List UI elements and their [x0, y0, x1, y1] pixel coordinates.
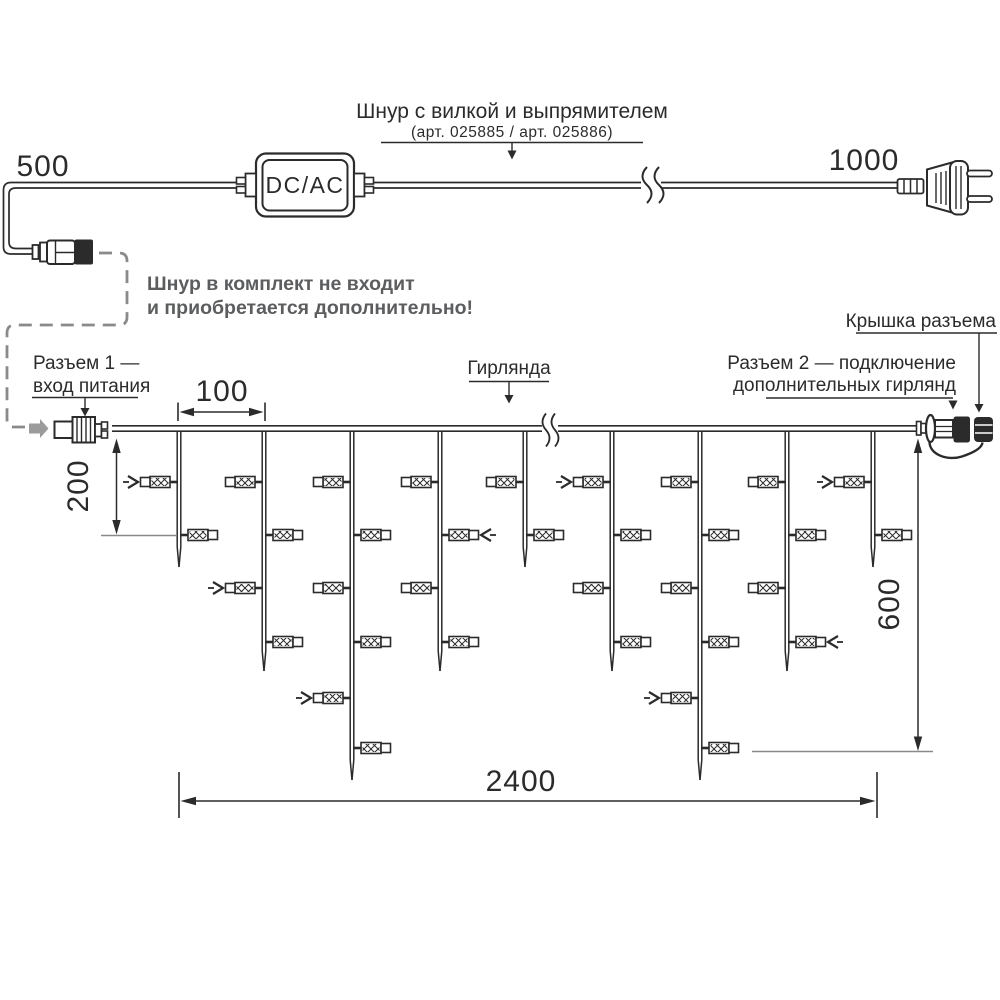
- cord-line: [4, 183, 237, 255]
- lamp-bulb-hatch: [846, 478, 863, 486]
- lamp-cap: [293, 531, 303, 540]
- flash-arrow-icon: [822, 476, 832, 488]
- dim-arrow-icon: [181, 797, 197, 806]
- flash-arrow-icon: [561, 476, 571, 488]
- lamp-cap: [574, 478, 584, 487]
- dim-arrow-icon: [112, 520, 120, 535]
- dim-arrow-icon: [914, 439, 922, 454]
- dim-2400-label: 2400: [485, 765, 557, 798]
- lamp-cap: [729, 744, 739, 753]
- garland-wire: [112, 414, 916, 447]
- lamp-bulb-hatch: [152, 478, 169, 486]
- note-line1: Шнур в комплект не входит: [147, 273, 415, 295]
- cord-title: Шнур с вилкой и выпрямителем: [356, 100, 668, 123]
- lamp-bulb-hatch: [451, 531, 468, 539]
- lamp-cap: [226, 478, 236, 487]
- lamp-bulb-hatch: [536, 531, 553, 539]
- lamp-cap: [749, 478, 759, 487]
- lamp-bulb-hatch: [711, 531, 728, 539]
- power-cord: [4, 100, 993, 265]
- connector-cap: [75, 240, 94, 265]
- icicle-tip: [700, 760, 702, 780]
- lamp-bulb-hatch: [363, 744, 380, 752]
- connector1-label-line1: Разъем 1 —: [33, 353, 140, 374]
- lamp-bulb-hatch: [275, 638, 292, 646]
- mains-plug: [898, 161, 993, 215]
- lamp-cap: [749, 584, 759, 593]
- icicle-tip: [873, 547, 875, 567]
- garland-label: Гирлянда: [467, 358, 551, 379]
- converter-right-port: [365, 187, 374, 194]
- connector2-label-line1: Разъем 2 — подключение: [727, 353, 956, 374]
- cord-output-connector: [33, 240, 94, 265]
- lamp-bulb-hatch: [237, 478, 254, 486]
- connector-cap: [974, 417, 993, 442]
- lamp-cap: [554, 531, 564, 540]
- connector-socket: [954, 417, 971, 443]
- lamp-bulb-hatch: [413, 478, 430, 486]
- lamp-cap: [487, 478, 497, 487]
- dc-ac-converter: [237, 154, 374, 217]
- connector-body: [55, 422, 73, 439]
- icicle-tip: [525, 547, 527, 567]
- lamp-cap: [208, 531, 218, 540]
- connector2-label-line2: дополнительных гирлянд: [732, 375, 956, 396]
- lamp-cap: [314, 478, 324, 487]
- connector-1-callout: [32, 353, 150, 417]
- dim-2400: [179, 765, 877, 818]
- lamp-cap: [469, 638, 479, 647]
- lamp-bulb-hatch: [760, 584, 777, 592]
- lamp-cap: [402, 584, 412, 593]
- icicle-tip: [264, 651, 266, 671]
- flash-arrow-icon: [828, 636, 838, 648]
- lamp-cap: [816, 638, 826, 647]
- flash-arrow-icon: [128, 476, 138, 488]
- converter-left-port: [237, 178, 246, 185]
- plug-face: [950, 161, 968, 215]
- lamp-bulb-hatch: [237, 584, 254, 592]
- lamp-bulb-hatch: [498, 478, 515, 486]
- break-symbol: [543, 414, 550, 447]
- lamp-bulb-hatch: [275, 531, 292, 539]
- dashed-connection-path: [7, 253, 127, 427]
- cord-subtitle: (арт. 025885 / арт. 025886): [411, 124, 613, 141]
- lamp-bulb-hatch: [413, 584, 430, 592]
- dim-arrow-icon: [180, 408, 195, 416]
- break-symbol: [655, 167, 664, 203]
- dim-arrow-icon: [112, 439, 120, 454]
- lamp-cap: [729, 638, 739, 647]
- connector-body: [935, 420, 953, 438]
- cap-leash: [929, 441, 982, 458]
- lamp-cap: [729, 531, 739, 540]
- converter-label: DC/AC: [265, 172, 345, 198]
- converter-right-port: [354, 174, 365, 197]
- dim-200-label: 200: [62, 459, 95, 513]
- lamp-bulb-hatch: [585, 584, 602, 592]
- dim-600-label: 600: [873, 577, 906, 631]
- flash-arrow-icon: [481, 529, 491, 541]
- lamp-bulb-hatch: [798, 638, 815, 646]
- lamp-cap: [662, 694, 672, 703]
- lamp-bulb-hatch: [760, 478, 777, 486]
- connector-pin: [102, 422, 108, 429]
- dim-arrow-icon: [860, 797, 876, 806]
- lamp-bulb-hatch: [673, 694, 690, 702]
- lamp-cap: [402, 478, 412, 487]
- plug-prong: [967, 196, 992, 202]
- icicle-drops: [123, 432, 912, 780]
- leader-arrow-icon: [505, 395, 514, 404]
- lamp-bulb-hatch: [585, 478, 602, 486]
- icicle-tip: [612, 651, 614, 671]
- connector-2-callout: [727, 353, 957, 410]
- lamp-cap: [293, 638, 303, 647]
- lamp-bulb-hatch: [623, 638, 640, 646]
- lamp-bulb-hatch: [451, 638, 468, 646]
- lamp-bulb-hatch: [325, 694, 342, 702]
- lamp-cap: [641, 638, 651, 647]
- lamp-cap: [226, 584, 236, 593]
- dim-100: [178, 375, 265, 421]
- lamp-bulb-hatch: [623, 531, 640, 539]
- lamp-cap: [835, 478, 845, 487]
- plug-prong: [967, 171, 992, 177]
- flash-arrow-icon: [301, 692, 311, 704]
- lamp-bulb-hatch: [363, 531, 380, 539]
- converter-left-port: [246, 174, 257, 197]
- icicle-tip: [787, 651, 789, 671]
- connector-pin: [102, 431, 108, 438]
- cord-line: [9, 188, 236, 249]
- lamp-bulb-hatch: [190, 531, 207, 539]
- lamp-cap: [816, 531, 826, 540]
- connector-pin: [33, 245, 39, 259]
- plug-body: [927, 163, 952, 213]
- lamp-cap: [381, 744, 391, 753]
- lamp-bulb-hatch: [798, 531, 815, 539]
- lamp-bulb-hatch: [711, 744, 728, 752]
- lamp-cap: [314, 584, 324, 593]
- lamp-bulb-hatch: [884, 531, 901, 539]
- connector-2: [917, 415, 994, 458]
- lamp-bulb-hatch: [673, 478, 690, 486]
- lamp-cap: [641, 531, 651, 540]
- dim-1000: 1000: [828, 144, 900, 177]
- lamp-bulb-hatch: [325, 478, 342, 486]
- converter-left-port: [237, 187, 246, 194]
- cap-label: Крышка разъема: [845, 311, 996, 332]
- icicle-tip: [352, 760, 354, 780]
- lamp-cap: [381, 638, 391, 647]
- lamp-bulb-hatch: [325, 584, 342, 592]
- lamp-bulb-hatch: [673, 584, 690, 592]
- garland-callout: [467, 358, 551, 404]
- connector1-label-line2: вход питания: [33, 376, 151, 397]
- flash-arrow-icon: [213, 582, 223, 594]
- lamp-cap: [662, 584, 672, 593]
- leader-arrow-icon: [949, 401, 958, 410]
- lamp-cap: [381, 531, 391, 540]
- connector-pin: [95, 424, 102, 437]
- break-symbol: [643, 167, 652, 203]
- leader-arrow-icon: [81, 408, 90, 417]
- lamp-cap: [902, 531, 912, 540]
- break-symbol: [552, 414, 559, 447]
- connector-pin: [40, 243, 47, 262]
- flash-arrow-icon: [649, 692, 659, 704]
- dim-100-label: 100: [195, 375, 249, 408]
- gray-arrow-icon: [29, 419, 49, 438]
- lamp-cap: [662, 478, 672, 487]
- leader-arrow-icon: [508, 151, 517, 160]
- dim-arrow-icon: [914, 737, 922, 752]
- converter-right-port: [365, 178, 374, 185]
- lamp-bulb-hatch: [711, 638, 728, 646]
- dim-arrow-icon: [249, 408, 264, 416]
- lamp-bulb-hatch: [363, 638, 380, 646]
- lamp-cap: [314, 694, 324, 703]
- lamp-cap: [469, 531, 479, 540]
- lamp-cap: [141, 478, 151, 487]
- dim-500: 500: [16, 150, 70, 183]
- connector-nut: [73, 417, 96, 443]
- lamp-cap: [574, 584, 584, 593]
- icicle-tip: [440, 651, 442, 671]
- leash-ring: [926, 415, 935, 442]
- icicle-tip: [179, 547, 181, 567]
- connector-1: [55, 417, 108, 443]
- note-line2: и приобретается дополнительно!: [147, 297, 474, 319]
- leader-arrow-icon: [975, 404, 984, 413]
- not-included-note: [7, 253, 473, 438]
